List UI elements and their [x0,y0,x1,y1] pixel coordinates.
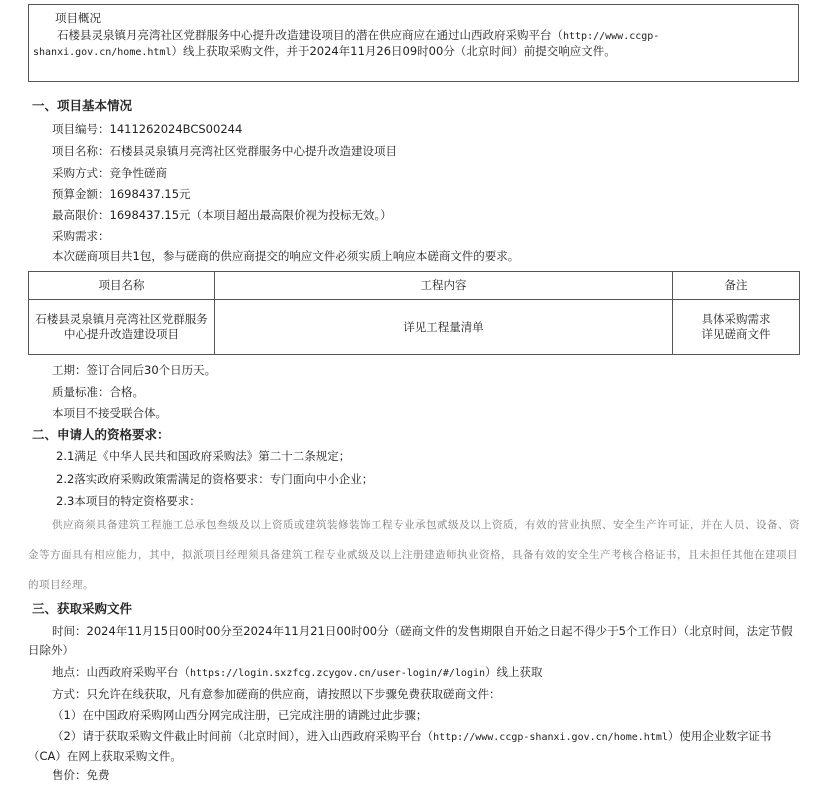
section1-heading: 一、项目基本情况 [32,98,133,113]
project-overview-box [28,4,799,82]
qualification-2-2: 2.2落实政府采购政策需满足的资格要求：专门面向中小企业； [56,472,374,486]
project-name: 项目名称：石楼县灵泉镇月亮湾社区党群服务中心提升改造建设项目 [52,144,397,158]
section3-heading: 三、获取采购文件 [32,601,133,616]
overview-paragraph [33,28,792,60]
table-header-name: 项目名称 [29,272,215,300]
budget-amount: 预算金额：1698437.15元 [52,187,191,201]
qualification-2-1: 2.1满足《中华人民共和国政府采购法》第二十二条规定； [56,449,351,463]
table-row [29,300,800,355]
acquisition-way: 方式：只允许在线获取，凡有意参加磋商的供应商，请按照以下步骤免费获取磋商文件： [52,687,501,701]
table-header-content: 工程内容 [215,272,673,300]
section2-heading: 二、申请人的资格要求： [32,427,170,442]
overview-text-a: 石楼县灵泉镇月亮湾社区党群服务中心提升改造建设项目的潜在供应商应在通过山西政府采购平台（ [57,28,563,42]
requirement-text: 本次磋商项目共1包，参与磋商的供应商提交的响应文件必须实质上响应本磋商文件的要求。 [52,249,520,263]
qualification-2-3: 2.3本项目的特定资格要求： [56,494,201,508]
max-price: 最高限价：1698437.15元（本项目超出最高限价视为投标无效。） [52,208,392,222]
duration: 工期：签订合同后30个日历天。 [52,363,217,377]
consortium-note: 本项目不接受联合体。 [52,406,167,420]
step2-url: http://www.ccgp-shanxi.gov.cn/home.html [433,732,668,743]
specific-qualification-text: 供应商须具备建筑工程施工总承包叁级及以上资质或建筑装修装饰工程专业承包贰级及以上资质，有效的营业执照、安全生产许可证，并在人员、设备、资金等方面具有相应能力，其中，拟派项目经理须具备建筑工程专业贰级及以上注册建造师执业资格，具备有效的安全生产考核合格证书，且未担任其他在建项目的项目经理。 [28,519,800,591]
step2-text-a: （2）请于获取采购文件截止时间前（北京时间），进入山西政府采购平台（ [52,729,434,743]
table-cell-name: 石楼县灵泉镇月亮湾社区党群服务中心提升改造建设项目 [29,300,215,355]
project-table [28,271,800,355]
overview-text-b: ）线上获取采购文件，并于2024年11月26日09时00分（北京时间）前提交响应文件。 [171,44,616,58]
acquisition-location [52,663,543,683]
procurement-method: 采购方式：竞争性磋商 [52,166,167,180]
price: 售价：免费 [52,768,110,782]
overview-title: 项目概况 [55,11,101,25]
quality-standard: 质量标准：合格。 [52,385,144,399]
project-number: 项目编号：1411262024BCS00244 [52,122,243,136]
requirement-label: 采购需求： [52,229,110,243]
step2-text-b: ）使用企业数字证书（CA）在网上获取采购文件。 [28,729,772,763]
acquisition-step-2 [28,727,800,766]
table-cell-content: 详见工程量清单 [215,300,673,355]
location-text-b: ）线上获取 [485,665,543,679]
table-header-row [29,272,800,300]
acquisition-time: 时间：2024年11月15日00时00分至2024年11月21日00时00分（磋商文件的发售期限自开始之日起不得少于5个工作日）（北京时间，法定节假日除外） [28,624,793,657]
location-url: https://login.sxzfcg.zcygov.cn/user-login/#/login [190,668,486,679]
acquisition-step-1: （1）在中国政府采购网山西分网完成注册，已完成注册的请跳过此步骤； [52,708,428,722]
location-text-a: 地点：山西政府采购平台（ [52,665,190,679]
table-header-remark: 备注 [673,272,800,300]
table-cell-remark: 具体采购需求详见磋商文件 [673,300,800,355]
overview-url: http://www.ccgp-shanxi.gov.cn/home.html [33,31,660,58]
